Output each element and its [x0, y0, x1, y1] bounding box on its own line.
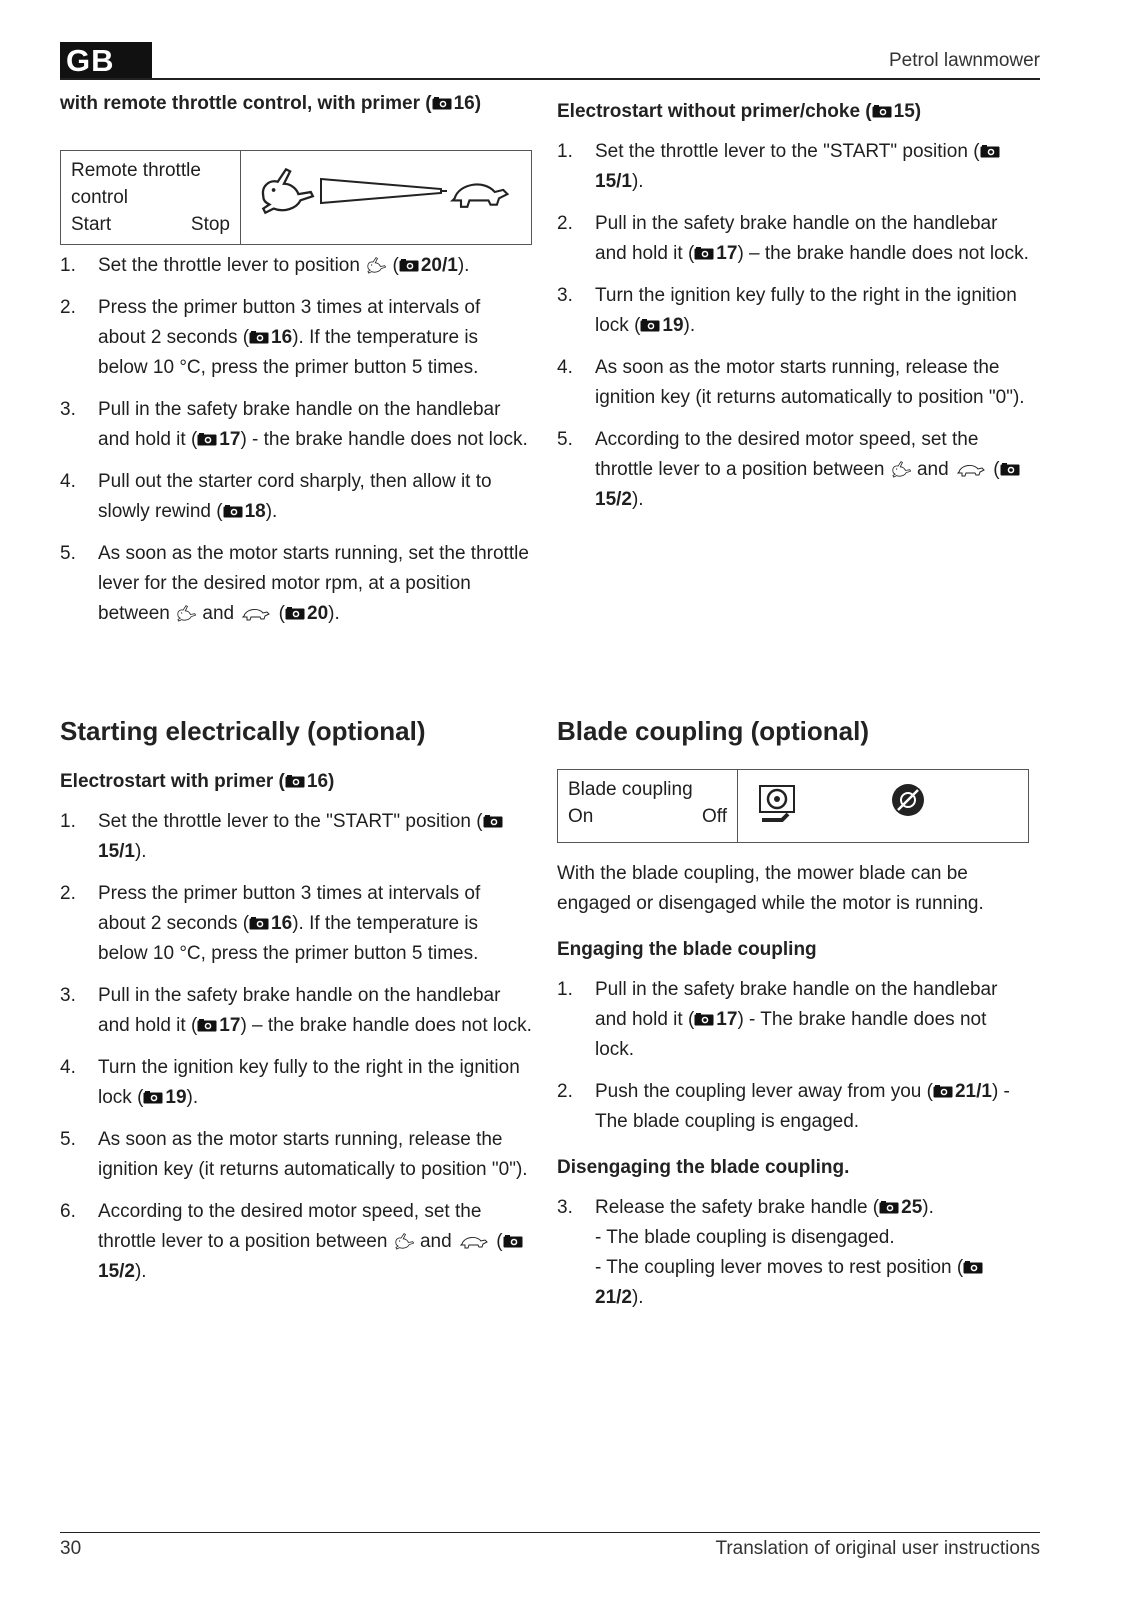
- language-badge: GB: [60, 42, 152, 80]
- figure-ref: 16: [306, 771, 329, 792]
- electrostart-with-primer-heading-text: Electrostart with primer: [60, 771, 274, 792]
- camera-icon: [399, 259, 419, 272]
- camera-icon: [640, 319, 660, 332]
- step-text-tail: .: [464, 255, 470, 276]
- start-label: Start: [71, 214, 112, 235]
- camera-icon: [249, 331, 269, 344]
- throttle-symbol-box: [60, 150, 532, 245]
- step-text: Pull in the safety brake handle on the handlebar and hold it (: [595, 213, 998, 264]
- blade-coupling-intro: With the blade coupling, the mower blade can be engaged or disengaged while the motor is running.: [557, 863, 984, 914]
- step-subline-tail: ).: [631, 1287, 644, 1308]
- header-rule: [60, 78, 1040, 80]
- list-item: 1. Set the throttle lever to position ( 20/1).: [60, 251, 532, 281]
- step-number: 1.: [557, 141, 573, 162]
- left-bottom-section: [60, 716, 532, 1299]
- step-number: 5.: [60, 543, 76, 564]
- throttle-scale-graphic: [251, 159, 521, 229]
- hare-icon: [175, 604, 197, 622]
- remote-throttle-steps: [60, 251, 532, 629]
- camera-icon: [249, 917, 269, 930]
- figure-ref: 17: [716, 243, 738, 264]
- camera-icon: [503, 1235, 523, 1248]
- page-number: 30: [60, 1538, 82, 1559]
- right-top-section: [557, 101, 1029, 527]
- list-item: [557, 1193, 1029, 1313]
- list-item: [60, 1125, 532, 1185]
- camera-icon: [963, 1261, 983, 1274]
- figure-ref: 25: [901, 1197, 923, 1218]
- footer-rule: [60, 1532, 1040, 1533]
- figure-ref: 16: [271, 327, 293, 348]
- step-number: 6.: [60, 1201, 76, 1222]
- step-text: Pull in the safety brake handle on the handlebar and hold it (: [98, 985, 501, 1036]
- step-text: Set the throttle lever to position: [98, 255, 360, 276]
- step-text: Turn the ignition key fully to the right in the ignition lock (: [595, 285, 1017, 336]
- step-number: 1.: [60, 811, 76, 832]
- step-text: Pull out the starter cord sharply, then allow it to slowly rewind (: [98, 471, 492, 522]
- list-item: [60, 293, 532, 383]
- engaging-steps: [557, 975, 1029, 1137]
- figure-ref: 19: [662, 315, 684, 336]
- step-number: 3.: [60, 985, 76, 1006]
- step-text-tail: ).: [683, 315, 696, 336]
- step-text-tail: ) – the brake handle does not lock.: [240, 1015, 532, 1036]
- step-number: 3.: [557, 285, 573, 306]
- figure-ref: 15/1: [595, 171, 632, 192]
- figure-ref: 21/2: [595, 1287, 632, 1308]
- camera-icon: [285, 775, 305, 788]
- step-number: 4.: [557, 357, 573, 378]
- stop-label: Stop: [190, 214, 230, 235]
- step-text-tail: ).: [328, 603, 340, 624]
- off-label: Off: [702, 806, 727, 827]
- step-text-tail: ).: [631, 489, 644, 510]
- step-text-tail: ).: [922, 1197, 934, 1218]
- step-number: 2.: [60, 297, 76, 318]
- step-number: 4.: [60, 471, 76, 492]
- figure-ref: 15/1: [98, 841, 135, 862]
- camera-icon: [694, 247, 714, 260]
- step-subline: - The blade coupling is disengaged.: [595, 1227, 895, 1248]
- figure-ref: 20: [307, 603, 329, 624]
- figure-ref: 21/1: [954, 1081, 992, 1102]
- figure-ref: 16: [453, 93, 475, 114]
- step-text-tail: ).: [134, 841, 147, 862]
- list-item: 6. According to the desired motor speed, set the throttle lever to a position between and (15/2).: [60, 1197, 532, 1287]
- page-header-title: Petrol lawnmower: [889, 50, 1040, 71]
- step-text: Press the primer button 3 times at intervals of about 2 seconds (: [98, 883, 481, 934]
- blade-coupling-title: Blade coupling (optional): [557, 716, 869, 746]
- step-number: 2.: [557, 213, 573, 234]
- step-text-tail: ). If the temperature is below 10 °C, press the primer button 5 times.: [98, 913, 479, 964]
- list-item: [557, 137, 1029, 197]
- figure-ref: 15/2: [98, 1261, 135, 1282]
- throttle-label-line1: Remote throttle: [71, 160, 201, 181]
- step-subline-text: - The coupling lever moves to rest position (: [595, 1257, 964, 1278]
- step-number: 3.: [60, 399, 76, 420]
- figure-ref: 15/2: [595, 489, 632, 510]
- electrostart-without-primer-heading-text: Electrostart without primer/choke: [557, 101, 861, 122]
- hare-icon: [263, 169, 313, 212]
- left-top-section: [60, 93, 532, 641]
- step-text-tail: ).: [631, 171, 644, 192]
- camera-icon: [1000, 463, 1020, 476]
- throttle-box-label: [61, 151, 241, 245]
- step-text-tail: ) - the brake handle does not lock.: [240, 429, 528, 450]
- list-item: [60, 395, 532, 455]
- camera-icon: [197, 433, 217, 446]
- footer-text: Translation of original user instructions: [715, 1538, 1040, 1559]
- blade-coupling-box-label: [558, 770, 738, 843]
- engaging-heading: Engaging the blade coupling: [557, 939, 817, 960]
- list-item: [557, 281, 1029, 341]
- turtle-icon: [954, 460, 988, 478]
- step-text: Pull in the safety brake handle on the handlebar and hold it (: [595, 979, 998, 1030]
- step-text: Pull in the safety brake handle on the handlebar and hold it (: [98, 399, 501, 450]
- and-word: and: [202, 603, 235, 624]
- step-text-tail: ). If the temperature is below 10 °C, press the primer button 5 times.: [98, 327, 479, 378]
- on-label: On: [568, 806, 594, 827]
- throttle-symbol-cell: [241, 151, 532, 245]
- list-item: [60, 807, 532, 867]
- camera-icon: [933, 1085, 953, 1098]
- list-item: [557, 1077, 1029, 1137]
- step-text: As soon as the motor starts running, release the ignition key (it returns automatically to position "0").: [595, 357, 1025, 408]
- disengaging-heading: Disengaging the blade coupling.: [557, 1157, 850, 1178]
- figure-ref: 17: [716, 1009, 738, 1030]
- step-number: 2.: [60, 883, 76, 904]
- camera-icon: [197, 1019, 217, 1032]
- hare-icon: [365, 256, 387, 274]
- turtle-icon: [457, 1232, 491, 1250]
- step-text: Press the primer button 3 times at intervals of about 2 seconds (: [98, 297, 481, 348]
- step-number: 5.: [60, 1129, 76, 1150]
- figure-ref: 17: [219, 429, 241, 450]
- step-subline: [595, 1253, 1029, 1313]
- right-bottom-section: [557, 716, 1029, 1325]
- turtle-icon: [239, 604, 273, 622]
- step-text: Release the safety brake handle (: [595, 1197, 880, 1218]
- step-text: Turn the ignition key fully to the right in the ignition lock (: [98, 1057, 520, 1108]
- step-number: 1.: [557, 979, 573, 1000]
- electrostart-without-primer-steps: [557, 137, 1029, 515]
- camera-icon: [980, 145, 1000, 158]
- electrostart-without-primer-heading: Electrostart without primer/choke ( 15): [557, 101, 922, 122]
- step-text-tail: ).: [186, 1087, 199, 1108]
- camera-icon: [872, 105, 892, 118]
- camera-icon: [694, 1013, 714, 1026]
- list-item: [60, 879, 532, 969]
- step-text: Set the throttle lever to the "START" position (: [595, 141, 980, 162]
- blade-coupling-symbol-cell: [738, 770, 1029, 843]
- blade-coupling-label: Blade coupling: [568, 779, 693, 800]
- figure-ref: 18: [244, 501, 266, 522]
- step-text: Set the throttle lever to the "START" position (: [98, 811, 483, 832]
- list-item: [60, 1053, 532, 1113]
- blade-disengaged-icon: [892, 784, 924, 816]
- and-word: and: [419, 1231, 452, 1252]
- list-item: 5. According to the desired motor speed, set the throttle lever to a position between and (15/2).: [557, 425, 1029, 515]
- blade-coupling-box: [557, 769, 1029, 843]
- figure-ref: 19: [165, 1087, 187, 1108]
- throttle-label-line2: control: [71, 187, 129, 208]
- step-text: Push the coupling lever away from you (: [595, 1081, 933, 1102]
- camera-icon: [223, 505, 243, 518]
- step-text: As soon as the motor starts running, release the ignition key (it returns automatically to position "0").: [98, 1129, 528, 1180]
- blade-engaged-icon: [760, 786, 794, 820]
- camera-icon: [143, 1091, 163, 1104]
- figure-ref: 20/1: [420, 255, 458, 276]
- figure-ref: 17: [219, 1015, 241, 1036]
- electrostart-with-primer-steps: [60, 807, 532, 1287]
- figure-ref: 16: [271, 913, 293, 934]
- starting-electrically-title: Starting electrically (optional): [60, 716, 426, 746]
- list-item: 5. As soon as the motor starts running, set the throttle lever for the desired motor rpm, at a position between and ( 20).: [60, 539, 532, 629]
- electrostart-with-primer-heading: Electrostart with primer ( 16): [60, 771, 335, 792]
- camera-icon: [483, 815, 503, 828]
- step-number: 5.: [557, 429, 573, 450]
- list-item: [557, 209, 1029, 269]
- disengaging-steps: [557, 1193, 1029, 1313]
- list-item: [557, 975, 1029, 1065]
- step-number: 1.: [60, 255, 76, 276]
- step-text: According to the desired motor speed, set the throttle lever to a position between: [98, 1201, 482, 1252]
- step-number: 2.: [557, 1081, 573, 1102]
- turtle-icon: [453, 184, 508, 206]
- step-number: 3.: [557, 1197, 573, 1218]
- step-text-tail: ) - The brake handle does not lock.: [595, 1009, 987, 1060]
- camera-icon: [879, 1201, 899, 1214]
- step-text-tail: ) - The blade coupling is engaged.: [595, 1081, 1010, 1132]
- and-word: and: [916, 459, 949, 480]
- step-text-tail: ).: [134, 1261, 147, 1282]
- list-item: [60, 981, 532, 1041]
- figure-ref: 15: [893, 101, 915, 122]
- remote-throttle-heading-text: with remote throttle control, with primer: [60, 93, 420, 114]
- remote-throttle-heading: with remote throttle control, with primer ( 16): [60, 93, 482, 114]
- step-text: As soon as the motor starts running, set the throttle lever for the desired motor rpm, at a position between: [98, 543, 529, 624]
- hare-icon: [890, 460, 912, 478]
- step-text-tail: ).: [265, 501, 278, 522]
- blade-coupling-graphic: [748, 776, 1018, 830]
- hare-icon: [393, 1232, 415, 1250]
- camera-icon: [432, 97, 452, 110]
- list-item: [60, 467, 532, 527]
- camera-icon: [285, 607, 305, 620]
- step-text: According to the desired motor speed, set the throttle lever to a position between: [595, 429, 979, 480]
- step-text-tail: ) – the brake handle does not lock.: [737, 243, 1029, 264]
- step-number: 4.: [60, 1057, 76, 1078]
- list-item: [557, 353, 1029, 413]
